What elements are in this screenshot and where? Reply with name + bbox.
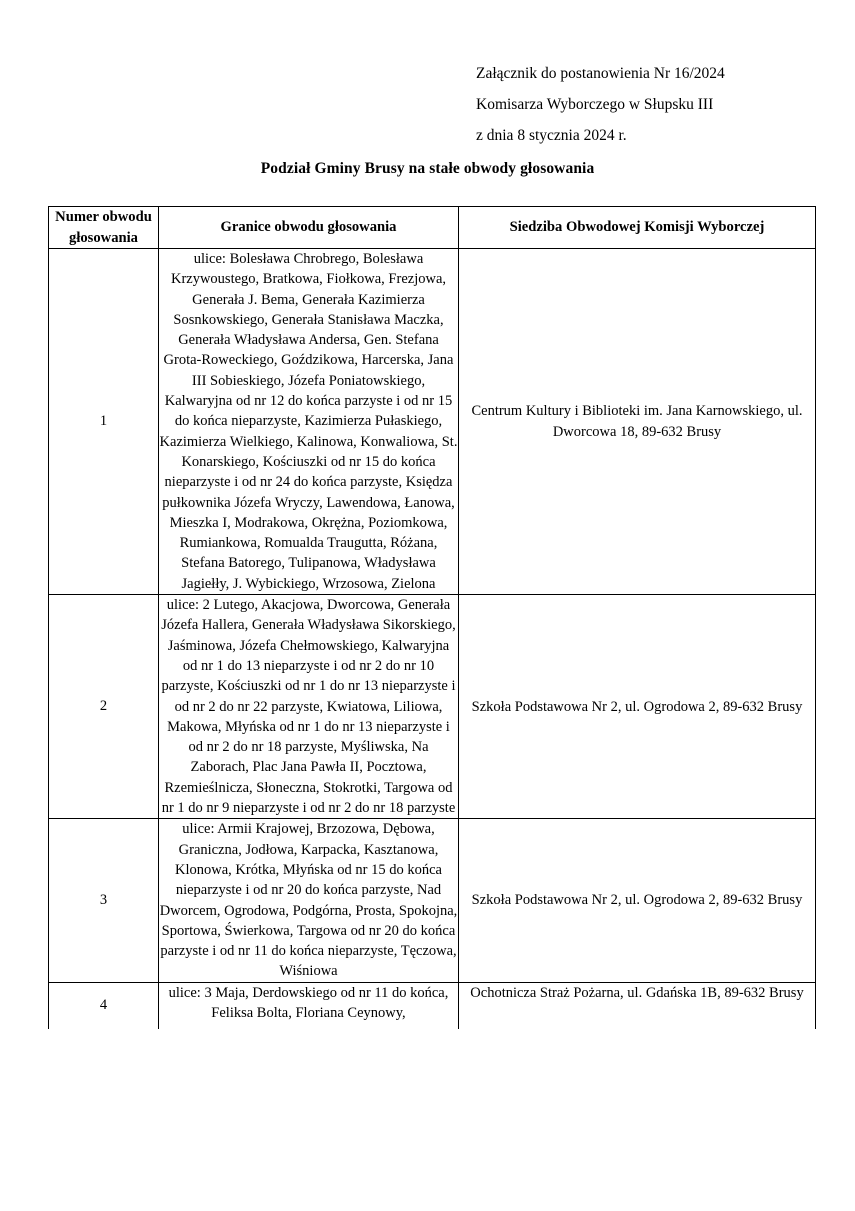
district-number <box>49 982 159 1029</box>
district-seat <box>459 982 816 1029</box>
district-seat: Centrum Kultury i Biblioteki im. Jana Karnowskiego, ul. Dworcowa 18, 89-632 Brusy <box>459 249 816 595</box>
table-row <box>49 595 816 819</box>
district-seat: Szkoła Podstawowa Nr 2, ul. Ogrodowa 2, 89-632 Brusy <box>459 819 816 982</box>
table-header-row <box>49 207 816 249</box>
district-boundaries: ulice: 2 Lutego, Akacjowa, Dworcowa, Generała Józefa Hallera, Generała Władysława Sikorskiego, Jaśminowa, Józefa Chełmowskiego, Kalwaryjna od nr 1 do 13 nieparzyste i od nr 2 do nr 10 parzyste, Kościuszki od nr 1 do nr 13 nieparzyste i od nr 2 do nr 22 parzyste, Kwiatowa, Liliowa, Makowa, Młyńska od nr 1 do nr 13 nieparzyste i od nr 2 do nr 18 parzyste, Myśliwska, Na Zaborach, Plac Jana Pawła II, Pocztowa, Rzemieślnicza, Słoneczna, Stokrotki, Targowa od nr 1 do nr 9 nieparzyste i od nr 2 do nr 18 parzyste <box>159 595 459 819</box>
electoral-districts-table <box>48 206 816 1029</box>
page-title: Podział Gminy Brusy na stałe obwody głosowania <box>260 160 595 177</box>
table-row <box>49 819 816 982</box>
electoral-districts-table-wrapper <box>48 206 815 1029</box>
district-boundaries: ulice: Armii Krajowej, Brzozowa, Dębowa, Graniczna, Jodłowa, Karpacka, Kasztanowa, Klonowa, Krótka, Młyńska od nr 15 do końca nieparzyste i od nr 20 do końca parzyste, Nad Dworcem, Ogrodowa, Podgórna, Prosta, Spokojna, Sportowa, Świerkowa, Targowa od nr 20 do końca parzyste i od nr 11 do końca nieparzyste, Tęczowa, Wiśniowa <box>159 819 459 982</box>
district-seat: Szkoła Podstawowa Nr 2, ul. Ogrodowa 2, 89-632 Brusy <box>459 595 816 819</box>
column-header-number: Numer obwodu głosowania <box>49 207 159 249</box>
district-boundaries <box>159 982 459 1029</box>
district-number: 1 <box>49 249 159 595</box>
district-boundaries-text: ulice: 3 Maja, Derdowskiego od nr 11 do końca, Feliksa Bolta, Floriana Ceynowy, <box>168 984 449 1021</box>
district-number-text: 4 <box>99 997 108 1014</box>
table-row <box>49 249 816 595</box>
header-line-2: Komisarza Wyborczego w Słupsku III <box>476 96 714 113</box>
column-header-seat: Siedziba Obwodowej Komisji Wyborczej <box>459 207 816 249</box>
district-number: 2 <box>49 595 159 819</box>
table-header <box>49 207 816 249</box>
district-seat-text: Ochotnicza Straż Pożarna, ul. Gdańska 1B, 89-632 Brusy <box>470 984 804 1001</box>
header-line-1: Załącznik do postanowienia Nr 16/2024 <box>476 65 725 82</box>
column-header-boundaries: Granice obwodu głosowania <box>159 207 459 249</box>
header-line-3: z dnia 8 stycznia 2024 r. <box>476 127 627 144</box>
table-body <box>49 249 816 1029</box>
district-number: 3 <box>49 819 159 982</box>
document-header <box>476 58 836 151</box>
table-row <box>49 982 816 1029</box>
district-boundaries: ulice: Bolesława Chrobrego, Bolesława Krzywoustego, Bratkowa, Fiołkowa, Frezjowa, Generała J. Bema, Generała Kazimierza Sosnkowskiego, Generała Stanisława Maczka, Generała Władysława Andersa, Gen. Stefana Grota-Roweckiego, Goździkowa, Harcerska, Jana III Sobieskiego, Józefa Poniatowskiego, Kalwaryjna od nr 12 do końca parzyste i od nr 15 do końca nieparzyste, Kazimierza Pułaskiego, Kazimierza Wielkiego, Kalinowa, Konwaliowa, St. Konarskiego, Kościuszki od nr 15 do końca nieparzyste i od nr 24 do końca parzyste, Księdza pułkownika Józefa Wryczy, Lawendowa, Łanowa, Mieszka I, Modrakowa, Okrężna, Poziomkowa, Rumiankowa, Romualda Traugutta, Różana, Stefana Batorego, Tulipanowa, Władysława Jagiełły, J. Wybickiego, Wrzosowa, Zielona <box>159 249 459 595</box>
